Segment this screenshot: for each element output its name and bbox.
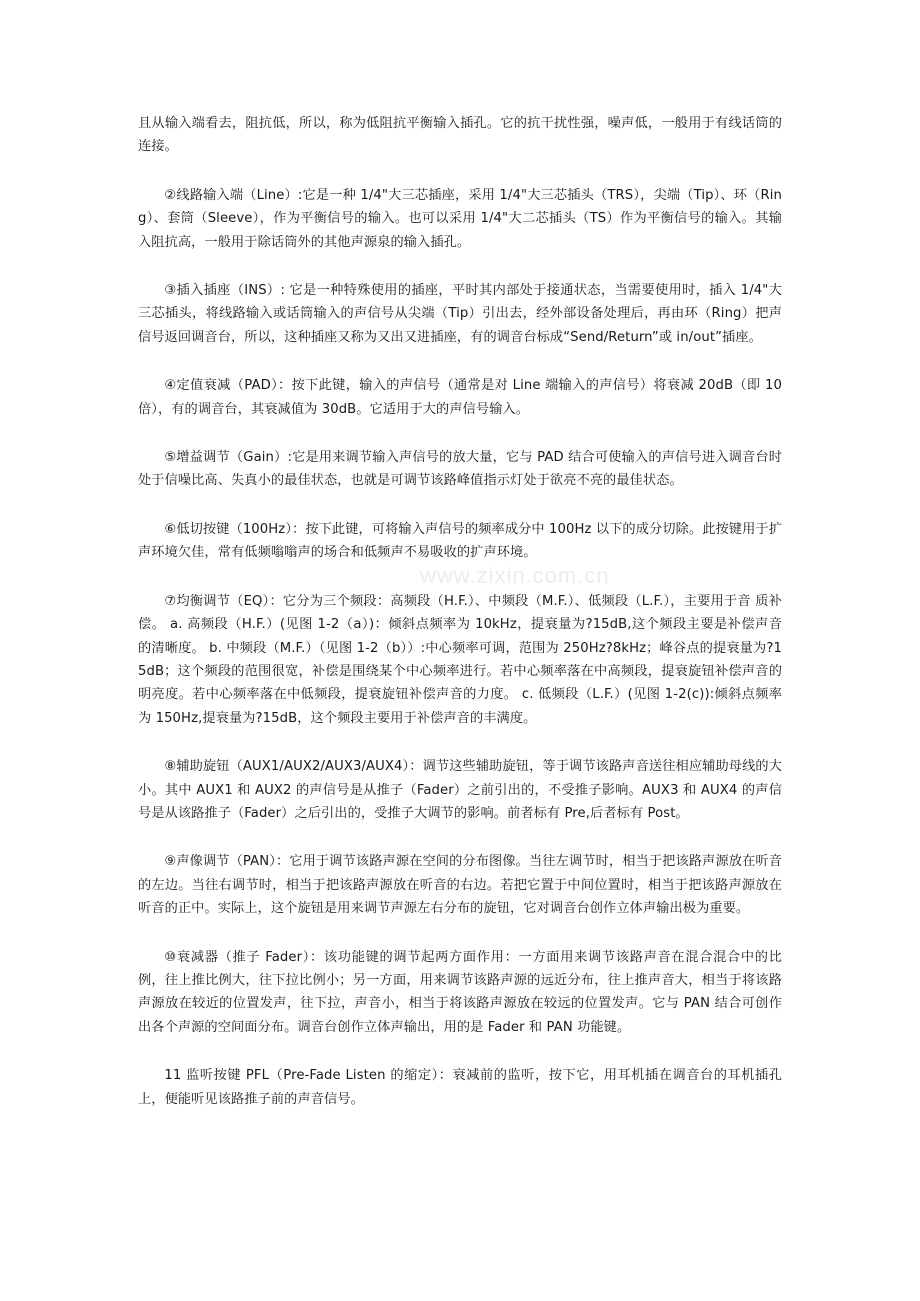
paragraph-low-impedance-input: 且从输入端看去，阻抗低，所以，称为低阻抗平衡输入插孔。它的抗干扰性强，噪声低，一般用于有线话筒的连接。 <box>138 116 782 155</box>
paragraph-gain: ⑤增益调节（Gain）:它是用来调节输入声信号的放大量，它与 PAD 结合可使输入的声信号进入调音台时处于信噪比高、失真小的最佳状态，也就是可调节该路峰值指示灯处于欲亮不亮的最佳状态。 <box>138 450 782 489</box>
paragraph-pad: ④定值衰减（PAD）：按下此键，输入的声信号（通常是对 Line 端输入的声信号）将衰减 20dB（即 10 倍），有的调音台，其衰减值为 30dB。它适用于大的声信号输入。 <box>138 378 782 417</box>
paragraph-low-cut: ⑥低切按键（100Hz）：按下此键，可将输入声信号的频率成分中 100Hz 以下的成分切除。此按键用于扩声环境欠佳，常有低频嗡嗡声的场合和低频声不易吸收的扩声环境。 <box>138 521 782 561</box>
paragraph-line-input: ②线路输入端（Line）:它是一种 1/4"大三芯插座，采用 1/4"大三芯插头（TRS），尖端（Tip）、环（Ring）、套筒（Sleeve），作为平衡信号的输入。也可以采用 1/4"大二芯插头（TS）作为平衡信号的输入。其输入阻抗高，一般用于除话筒外的其他声源泉的输入插孔。 <box>138 187 782 250</box>
document-body <box>138 112 782 1136</box>
paragraph-pan: ⑨声像调节（PAN）：它用于调节该路声源在空间的分布图像。当往左调节时，相当于把该路声源放在听音的左边。当往右调节时，相当于把该路声源放在听音的右边。若把它置于中间位置时，相当于把该路声源放在听音的正中。实际上，这个旋钮是用来调节声源左右分布的旋钮，它对调音台创作立体声输出极为重要。 <box>138 854 782 917</box>
paragraph-pfl: 11 监听按键 PFL（Pre-Fade Listen 的缩定）：衰减前的监听，按下它，用耳机插在调音台的耳机插孔 上，便能听见该路推子前的声音信号。 <box>138 1068 782 1107</box>
paragraph-fader: ⑩衰减器（推子 Fader）：该功能键的调节起两方面作用：一方面用来调节该路声音在混合混合中的比例，往上推比例大，往下拉比例小；另一方面，用来调节该路声源的远近分布，往上推声音大，相当于将该路声源放在较近的位置发声，往下拉，声音小，相当于将该路声源放在较远的位置发声。它与 PAN 结合可创作出各个声源的空间面分布。调音台创作立体声输出，用的是 Fader 和 PAN 功能键。 <box>138 949 782 1035</box>
paragraph-aux: ⑧辅助旋钮（AUX1/AUX2/AUX3/AUX4）：调节这些辅助旋钮，等于调节该路声音送往相应辅助母线的大小。其中 AUX1 和 AUX2 的声信号是从推子（Fader）之前引出的，不受推子影响。AUX3 和 AUX4 的声信号是从该路推子（Fader）之后引出的，受推子大调节的影响。前者标有 Pre,后者标有 Post。 <box>138 759 782 821</box>
paragraph-eq: ⑦均衡调节（EQ）：它分为三个频段：高频段（H.F.）、中频段（M.F.）、低频段（L.F.），主要用于音 质补偿。 a. 高频段（H.F.）(见图 1-2（a）)：倾斜点频率为 10kHz，提衰量为?15dB,这个频段主要是补偿声音 的清晰度。 b. 中频段（M.F.）（见图 1-2（b））:中心频率可调，范围为 250Hz?8kHz；峰谷点的提衰量为?15dB；这个频段的范围很宽，补偿是围绕某个中心频率进行。若中心频率落在中高频段，提衰旋钮补偿声音的明亮度。若中心频率落在中低频段，提衰旋钮补偿声音的力度。 c. 低频段（L.F.）(见图 1-2(c)):倾斜点频率为 150Hz,提衰量为?15dB，这个频段主要用于补偿声音的丰满度。 <box>138 593 782 726</box>
watermark: www.zixin.com.cn <box>420 563 610 588</box>
paragraph-insert-jack: ③插入插座（INS）: 它是一种特殊使用的插座，平时其内部处于接通状态，当需要使用时，插入 1/4"大三芯插头，将线路输入或话筒输入的声信号从尖端（Tip）引出去，经外部设备处理后，再由环（Ring）把声信号返回调音台，所以，这种插座又称为又出又进插座，有的调音台标成“Send/Return”或 in/out”插座。 <box>138 283 782 345</box>
